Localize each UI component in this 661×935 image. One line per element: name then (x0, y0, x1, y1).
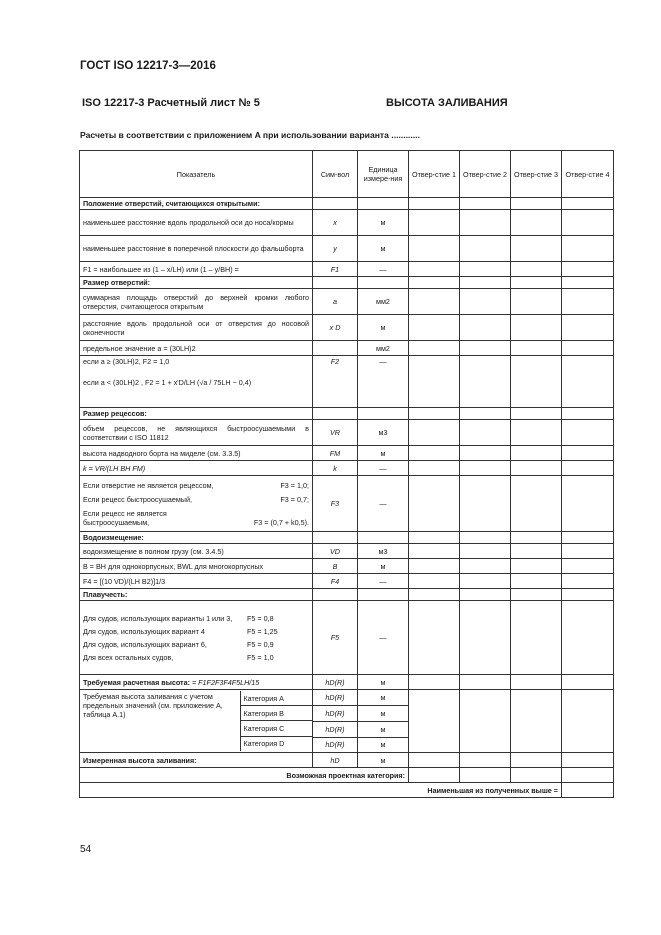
table-row (80, 544, 614, 559)
table-row (80, 783, 614, 798)
category-a: Категория A (240, 691, 312, 706)
row-label: расстояние вдоль продольной оси от отверстия до носовой оконечности (80, 315, 313, 341)
table-row (80, 315, 614, 341)
input-cell[interactable] (460, 289, 511, 315)
input-cell[interactable] (409, 341, 460, 356)
row-symbol: F2 (313, 356, 358, 408)
col-hole-1: Отвер-стие 1 (409, 151, 460, 198)
row-unit: м (358, 210, 409, 236)
section-row (80, 589, 614, 601)
input-cell[interactable] (409, 289, 460, 315)
row-symbol: hD(R) (313, 706, 357, 722)
input-cell[interactable] (562, 461, 614, 476)
input-cell[interactable] (562, 236, 614, 262)
input-cell[interactable] (409, 559, 460, 574)
col-symbol: Сим-вол (313, 151, 358, 198)
row-unit: м3 (358, 420, 409, 446)
row-unit: м (358, 446, 409, 461)
input-cell[interactable] (409, 544, 460, 559)
design-category-label: Возможная проектная категория: (80, 768, 409, 783)
row-label: Измеренная высота заливания: (80, 753, 313, 768)
row-unit: м (358, 236, 409, 262)
input-cell[interactable] (511, 559, 562, 574)
row-label: наименьшее расстояние вдоль продольной оси до носа/кормы (80, 210, 313, 236)
input-cell[interactable] (511, 262, 562, 277)
input-cell[interactable] (409, 315, 460, 341)
row-unit: — (358, 601, 409, 675)
input-cell[interactable] (511, 210, 562, 236)
input-cell[interactable] (460, 341, 511, 356)
required-height-formula: = F1F2F3F4F5LH/15 (191, 677, 260, 687)
row-symbol: B (313, 559, 358, 574)
row-label (80, 675, 313, 690)
category-label: Требуемая высота заливания с учетом предельных значений (см. приложение A, таблица A.1) (83, 692, 223, 719)
input-cell[interactable] (460, 753, 511, 768)
page-number: 54 (80, 844, 92, 855)
result-cell[interactable] (562, 783, 614, 798)
row-unit: м (358, 722, 408, 738)
row-label: F4 = [(10 VD)/(LH B2)]1/3 (80, 574, 313, 589)
input-cell[interactable] (562, 446, 614, 461)
table-row (80, 768, 614, 783)
table-row (80, 289, 614, 315)
category-c: Категория C (240, 721, 312, 736)
input-cell[interactable] (511, 675, 562, 690)
table-row (80, 461, 614, 476)
input-cell[interactable] (409, 675, 460, 690)
input-cell[interactable] (562, 768, 614, 783)
input-cell[interactable] (562, 356, 614, 408)
input-cell[interactable] (460, 559, 511, 574)
category-block (80, 690, 313, 753)
input-cell[interactable] (460, 356, 511, 408)
input-cell[interactable] (409, 753, 460, 768)
row-symbol: F4 (313, 574, 358, 589)
input-cell[interactable] (409, 262, 460, 277)
calculation-table (79, 150, 614, 798)
input-cell[interactable] (460, 768, 511, 783)
row-unit: — (358, 476, 409, 532)
f5-case-4: Для всех остальных судов, (83, 652, 174, 662)
minimum-label: Наименьшая из полученных выше = (80, 783, 562, 798)
table-row (80, 601, 614, 675)
input-cell[interactable] (460, 675, 511, 690)
f3-case-1: Если отверстие не является рецессом, (83, 480, 214, 490)
row-symbol: hD(R) (313, 690, 357, 706)
input-cell[interactable] (562, 690, 614, 753)
input-cell[interactable] (511, 768, 562, 783)
input-cell[interactable] (511, 315, 562, 341)
input-cell[interactable] (409, 461, 460, 476)
input-cell[interactable] (409, 356, 460, 408)
input-cell[interactable] (562, 559, 614, 574)
f3-value-1: F3 = 1,0; (280, 480, 309, 490)
row-symbol: x D (313, 315, 358, 341)
section-buoyancy: Плавучесть: (80, 589, 313, 601)
row-unit: — (358, 262, 409, 277)
row-label: наименьшее расстояние в поперечной плоскости до фальшборта (80, 236, 313, 262)
row-symbol: a (313, 289, 358, 315)
row-symbol: VR (313, 420, 358, 446)
row-label: высота надводного борта на миделе (см. 3.3.5) (80, 446, 313, 461)
row-symbol: F1 (313, 262, 358, 277)
input-cell[interactable] (409, 768, 460, 783)
row-unit: мм2 (358, 341, 409, 356)
input-cell[interactable] (511, 461, 562, 476)
input-cell[interactable] (460, 236, 511, 262)
table-row (80, 341, 614, 356)
row-symbol: x (313, 210, 358, 236)
row-unit: — (358, 461, 409, 476)
table-row (80, 476, 614, 532)
input-cell[interactable] (511, 446, 562, 461)
category-units (358, 690, 409, 753)
row-unit: м (358, 559, 409, 574)
f5-case-3: Для судов, использующих вариант 6, (83, 639, 207, 649)
input-cell[interactable] (511, 690, 562, 753)
row-symbol: hD(R) (313, 675, 358, 690)
input-cell[interactable] (460, 461, 511, 476)
table-row (80, 356, 614, 408)
input-cell[interactable] (562, 574, 614, 589)
input-cell[interactable] (511, 753, 562, 768)
input-cell[interactable] (562, 753, 614, 768)
row-label (80, 356, 313, 408)
row-label: объем рецессов, не являющихся быстроосушаемыми в соответствии с ISO 11812 (80, 420, 313, 446)
input-cell[interactable] (460, 690, 511, 753)
table-row (80, 690, 614, 753)
row-symbol: k (313, 461, 358, 476)
row-label: F1 = наибольшее из (1 – x/LH) или (1 – y/BH) = (80, 262, 313, 277)
input-cell[interactable] (511, 289, 562, 315)
input-cell[interactable] (511, 574, 562, 589)
f3-case-3: Если рецесс не является быстроосушаемым, (83, 508, 167, 527)
table-row (80, 574, 614, 589)
section-hole-size: Размер отверстий: (80, 277, 313, 289)
row-symbol: VD (313, 544, 358, 559)
input-cell[interactable] (460, 262, 511, 277)
input-cell[interactable] (511, 356, 562, 408)
f5-value-1: F5 = 0,8 (247, 613, 274, 623)
row-symbol: y (313, 236, 358, 262)
section-open-holes: Положение отверстий, считающихся открытыми: (80, 198, 313, 210)
f2-case-a: если a ≥ (30LH)2, F2 = 1,0 (83, 357, 170, 366)
input-cell[interactable] (511, 601, 562, 675)
col-hole-3: Отвер-стие 3 (511, 151, 562, 198)
input-cell[interactable] (460, 420, 511, 446)
row-symbol: hD(R) (313, 722, 357, 738)
row-unit: — (358, 574, 409, 589)
required-height-label: Требуемая расчетная высота: (83, 677, 190, 687)
f5-value-2: F5 = 1,25 (247, 626, 278, 636)
input-cell[interactable] (562, 289, 614, 315)
section-displacement: Водоизмещение: (80, 532, 313, 544)
table-row (80, 236, 614, 262)
input-cell[interactable] (409, 210, 460, 236)
sheet-title: ISO 12217-3 Расчетный лист № 5 (82, 97, 260, 109)
f3-value-2: F3 = 0,7; (280, 494, 309, 504)
row-label: k = VR/(LH BH FM) (80, 461, 313, 476)
input-cell[interactable] (460, 446, 511, 461)
input-cell[interactable] (460, 544, 511, 559)
f5-value-4: F5 = 1,0 (247, 652, 274, 662)
row-label: суммарная площадь отверстий до верхней кромки любого отверстия, считающегося открытым (80, 289, 313, 315)
input-cell[interactable] (562, 544, 614, 559)
row-symbol: hD (313, 753, 358, 768)
table-row (80, 753, 614, 768)
input-cell[interactable] (562, 315, 614, 341)
row-unit: м (358, 690, 408, 706)
row-unit: м (358, 315, 409, 341)
input-cell[interactable] (511, 420, 562, 446)
col-hole-2: Отвер-стие 2 (460, 151, 511, 198)
category-b: Категория B (240, 706, 312, 721)
standard-header: ГОСТ ISO 12217-3—2016 (80, 60, 216, 72)
row-unit: м3 (358, 544, 409, 559)
row-symbol: FM (313, 446, 358, 461)
table-header-row (80, 151, 614, 198)
f3-case-2: Если рецесс быстроосушаемый, (83, 494, 192, 504)
table-row (80, 559, 614, 574)
row-label (80, 476, 313, 532)
f5-value-3: F5 = 0,9 (247, 639, 274, 649)
input-cell[interactable] (460, 210, 511, 236)
f5-case-2: Для судов, использующих вариант 4 (83, 626, 205, 636)
f3-value-3: F3 = (0,7 + k0,5). (253, 517, 309, 527)
table-row (80, 262, 614, 277)
row-symbol: hD(R) (325, 740, 345, 749)
section-row (80, 532, 614, 544)
row-unit: м (358, 753, 409, 768)
table-row (80, 675, 614, 690)
row-label: предельное значение a = (30LH)2 (80, 341, 313, 356)
input-cell[interactable] (562, 601, 614, 675)
sheet-subject: ВЫСОТА ЗАЛИВАНИЯ (386, 97, 508, 109)
f2-case-b: если a < (30LH)2 , F2 = 1 + x'D/LH (√a / 75LH − 0,4) (83, 378, 252, 387)
input-cell[interactable] (409, 446, 460, 461)
table-row (80, 210, 614, 236)
row-unit: м (380, 740, 386, 749)
input-cell[interactable] (409, 574, 460, 589)
section-row (80, 198, 614, 210)
category-symbols (313, 690, 358, 753)
input-cell[interactable] (460, 315, 511, 341)
input-cell[interactable] (460, 574, 511, 589)
input-cell[interactable] (562, 210, 614, 236)
input-cell[interactable] (409, 420, 460, 446)
input-cell[interactable] (562, 675, 614, 690)
section-row (80, 277, 614, 289)
col-indicator: Показатель (80, 151, 313, 198)
row-symbol: F3 (313, 476, 358, 532)
col-unit: Единица измере-ния (358, 151, 409, 198)
table-row (80, 446, 614, 461)
input-cell[interactable] (562, 341, 614, 356)
row-unit: м (358, 675, 409, 690)
table-row (80, 420, 614, 446)
input-cell[interactable] (460, 601, 511, 675)
col-hole-4: Отвер-стие 4 (562, 151, 614, 198)
input-cell[interactable] (409, 690, 460, 753)
input-cell[interactable] (409, 601, 460, 675)
row-symbol: F5 (313, 601, 358, 675)
input-cell[interactable] (562, 476, 614, 532)
input-cell[interactable] (409, 476, 460, 532)
input-cell[interactable] (460, 476, 511, 532)
row-label: водоизмещение в полном грузу (см. 3.4.5) (80, 544, 313, 559)
input-cell[interactable] (511, 544, 562, 559)
input-cell[interactable] (511, 341, 562, 356)
section-row (80, 408, 614, 420)
f5-case-1: Для судов, использующих варианты 1 или 3, (83, 613, 233, 623)
row-unit: мм2 (358, 289, 409, 315)
input-cell[interactable] (562, 262, 614, 277)
section-recesses: Размер рецессов: (80, 408, 313, 420)
input-cell[interactable] (511, 476, 562, 532)
row-unit: — (358, 356, 409, 408)
row-label (80, 601, 313, 675)
row-label: B = BH для однокорпусных, BWL для многокорпусных (80, 559, 313, 574)
category-d: Категория D (240, 736, 312, 751)
intro-line: Расчеты в соответствии с приложением A при использовании варианта ............ (80, 130, 420, 140)
input-cell[interactable] (562, 420, 614, 446)
row-unit: м (358, 706, 408, 722)
input-cell[interactable] (511, 236, 562, 262)
input-cell[interactable] (409, 236, 460, 262)
